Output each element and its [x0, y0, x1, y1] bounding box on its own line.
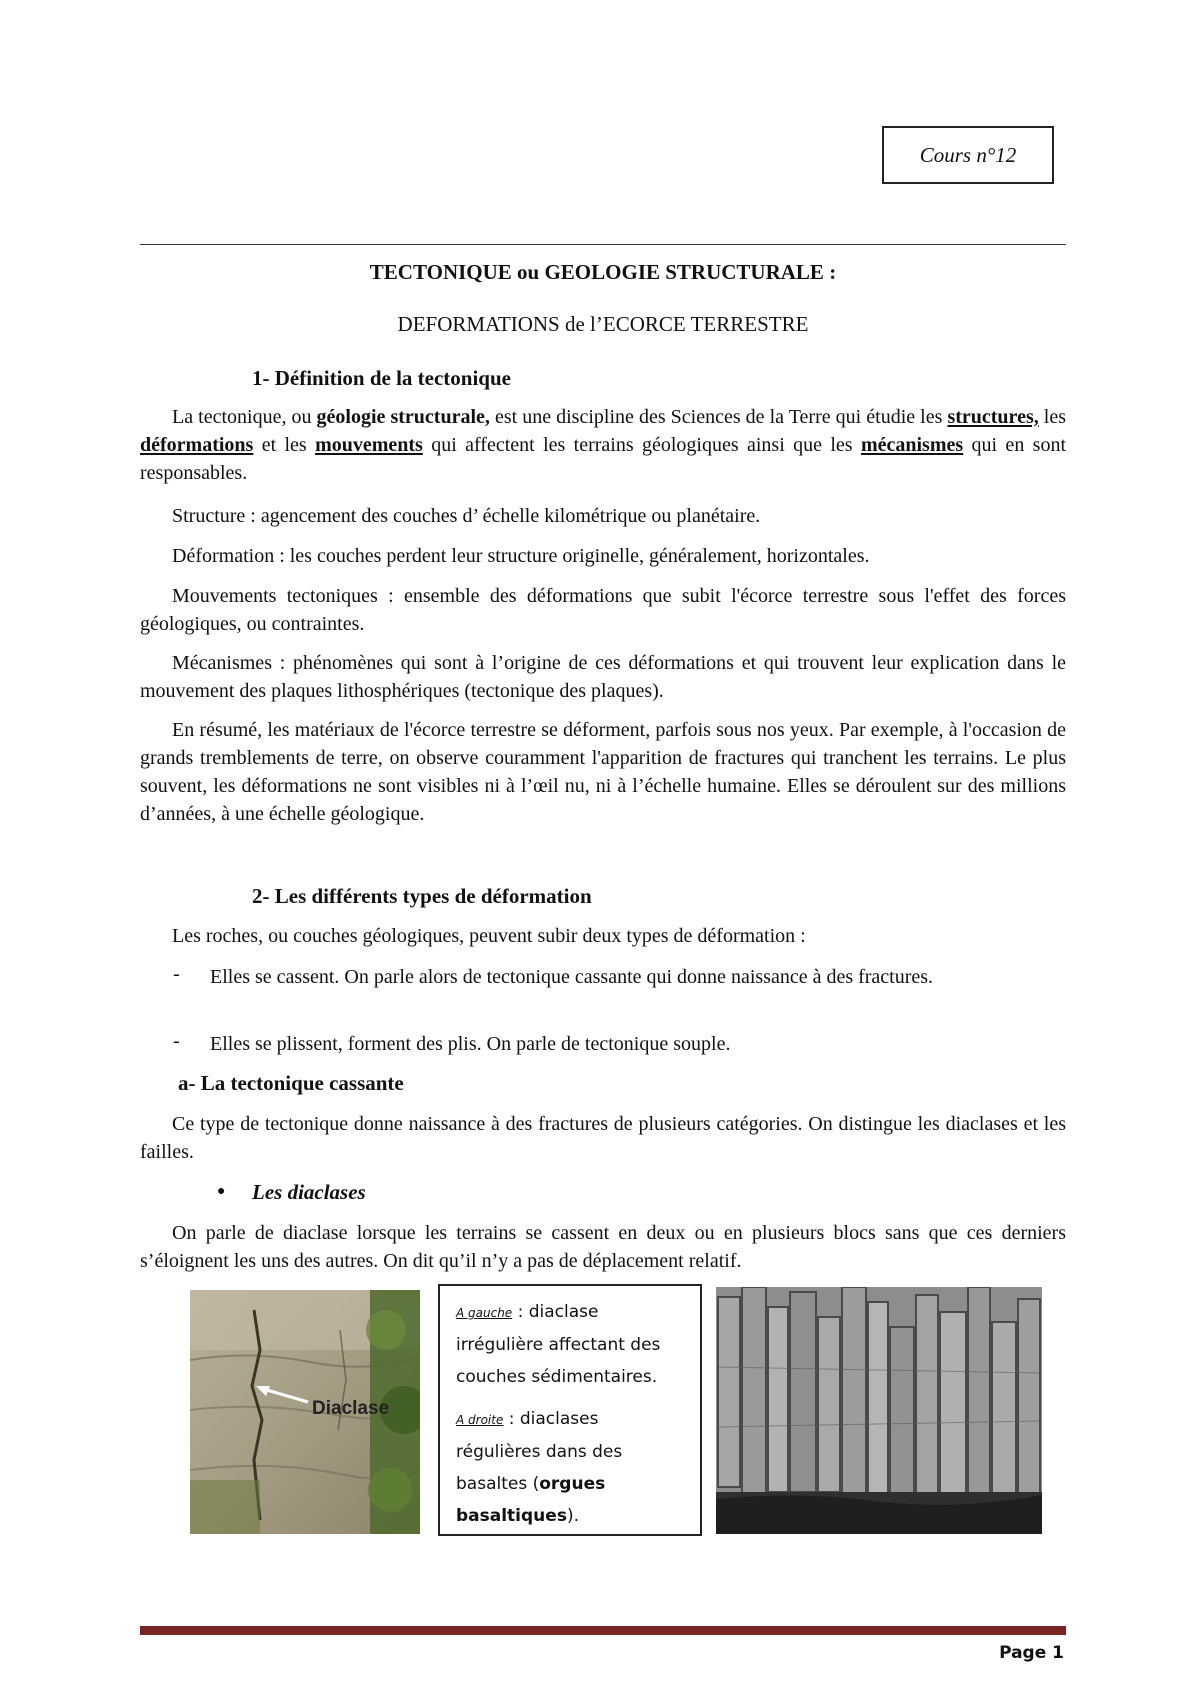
footer-rule: [140, 1626, 1066, 1635]
resume-paragraph: En résumé, les matériaux de l'écorce terrestre se déforment, parfois sous nos yeux. Par exemple, à l'occasion de grands tremblements de terre, on observe couramment l'apparition de fractures qui tranchent les terrains. Le plus souvent, les déformations ne sont visibles ni à l’œil nu, ni à l’échelle humaine. Elles se déroulent sur des millions d’années, à une échelle géologique.: [140, 719, 1066, 825]
bullet-marker: -: [173, 1030, 180, 1052]
course-number: Cours n°12: [919, 142, 1017, 167]
bullet-marker: -: [173, 963, 180, 985]
page-number: Page 1: [999, 1643, 1064, 1663]
diaclases-text: On parle de diaclase lorsque les terrains se cassent en deux ou en plusieurs blocs sans que ces derniers s’éloignent les uns des autres. On dit qu’il n’y a pas de déplacement relatif.: [140, 1222, 1066, 1272]
definition-mouvements: Mouvements tectoniques : ensemble des déformations que subit l'écorce terrestre sous l'effet des forces géologiques, ou contraintes.: [140, 585, 1066, 635]
section1-intro: La tectonique, ou géologie structurale, est une discipline des Sciences de la Terre qui étudie les structures, les déformations et les mouvements qui affectent les terrains géologiques ainsi que les mécanismes qui en sont responsables.: [140, 406, 1067, 484]
diaclase-label: Diaclase: [312, 1398, 390, 1419]
document-subtitle: DEFORMATIONS de l’ECORCE TERRESTRE: [397, 312, 809, 336]
definition-mecanismes: Mécanismes : phénomènes qui sont à l’origine de ces déformations et qui trouvent leur explication dans le mouvement des plaques lithosphériques (tectonique des plaques).: [140, 652, 1066, 702]
bullet-dot-icon: ●: [217, 1184, 226, 1199]
basalt-columns-photo-right: [716, 1287, 1042, 1534]
definition-deformation: Déformation : les couches perdent leur structure originelle, généralement, horizontales.: [172, 545, 870, 567]
bullet-item-cassante: Elles se cassent. On parle alors de tectonique cassante qui donne naissance à des fractures.: [210, 966, 934, 988]
caption-right: A droite : diaclases régulières dans des basaltes (orgues basaltiques).: [456, 1409, 623, 1526]
sedimentary-rock-image: [190, 1290, 420, 1534]
definition-structure: Structure : agencement des couches d’ échelle kilométrique ou planétaire.: [172, 505, 761, 527]
caption-left: A gauche : diaclase irrégulière affectant des couches sédimentaires.: [456, 1302, 661, 1387]
course-number-box: [882, 126, 1054, 184]
section2-heading: 2- Les différents types de déformation: [252, 884, 592, 908]
basalt-columns-image: [716, 1287, 1042, 1534]
subsection-a-text: Ce type de tectonique donne naissance à des fractures de plusieurs catégories. On distingue les diaclases et les failles.: [140, 1113, 1066, 1163]
header-rule: [140, 244, 1066, 245]
section2-intro: Les roches, ou couches géologiques, peuvent subir deux types de déformation :: [172, 925, 806, 947]
diaclases-heading: Les diaclases: [252, 1180, 366, 1204]
document-title: TECTONIQUE ou GEOLOGIE STRUCTURALE :: [369, 260, 837, 284]
section1-heading: 1- Définition de la tectonique: [252, 366, 511, 390]
diaclase-photo-left: [190, 1290, 420, 1534]
figure-caption-box: [438, 1284, 702, 1536]
bullet-item-souple: Elles se plissent, forment des plis. On parle de tectonique souple.: [210, 1033, 731, 1055]
subsection-a-heading: a- La tectonique cassante: [178, 1071, 404, 1095]
